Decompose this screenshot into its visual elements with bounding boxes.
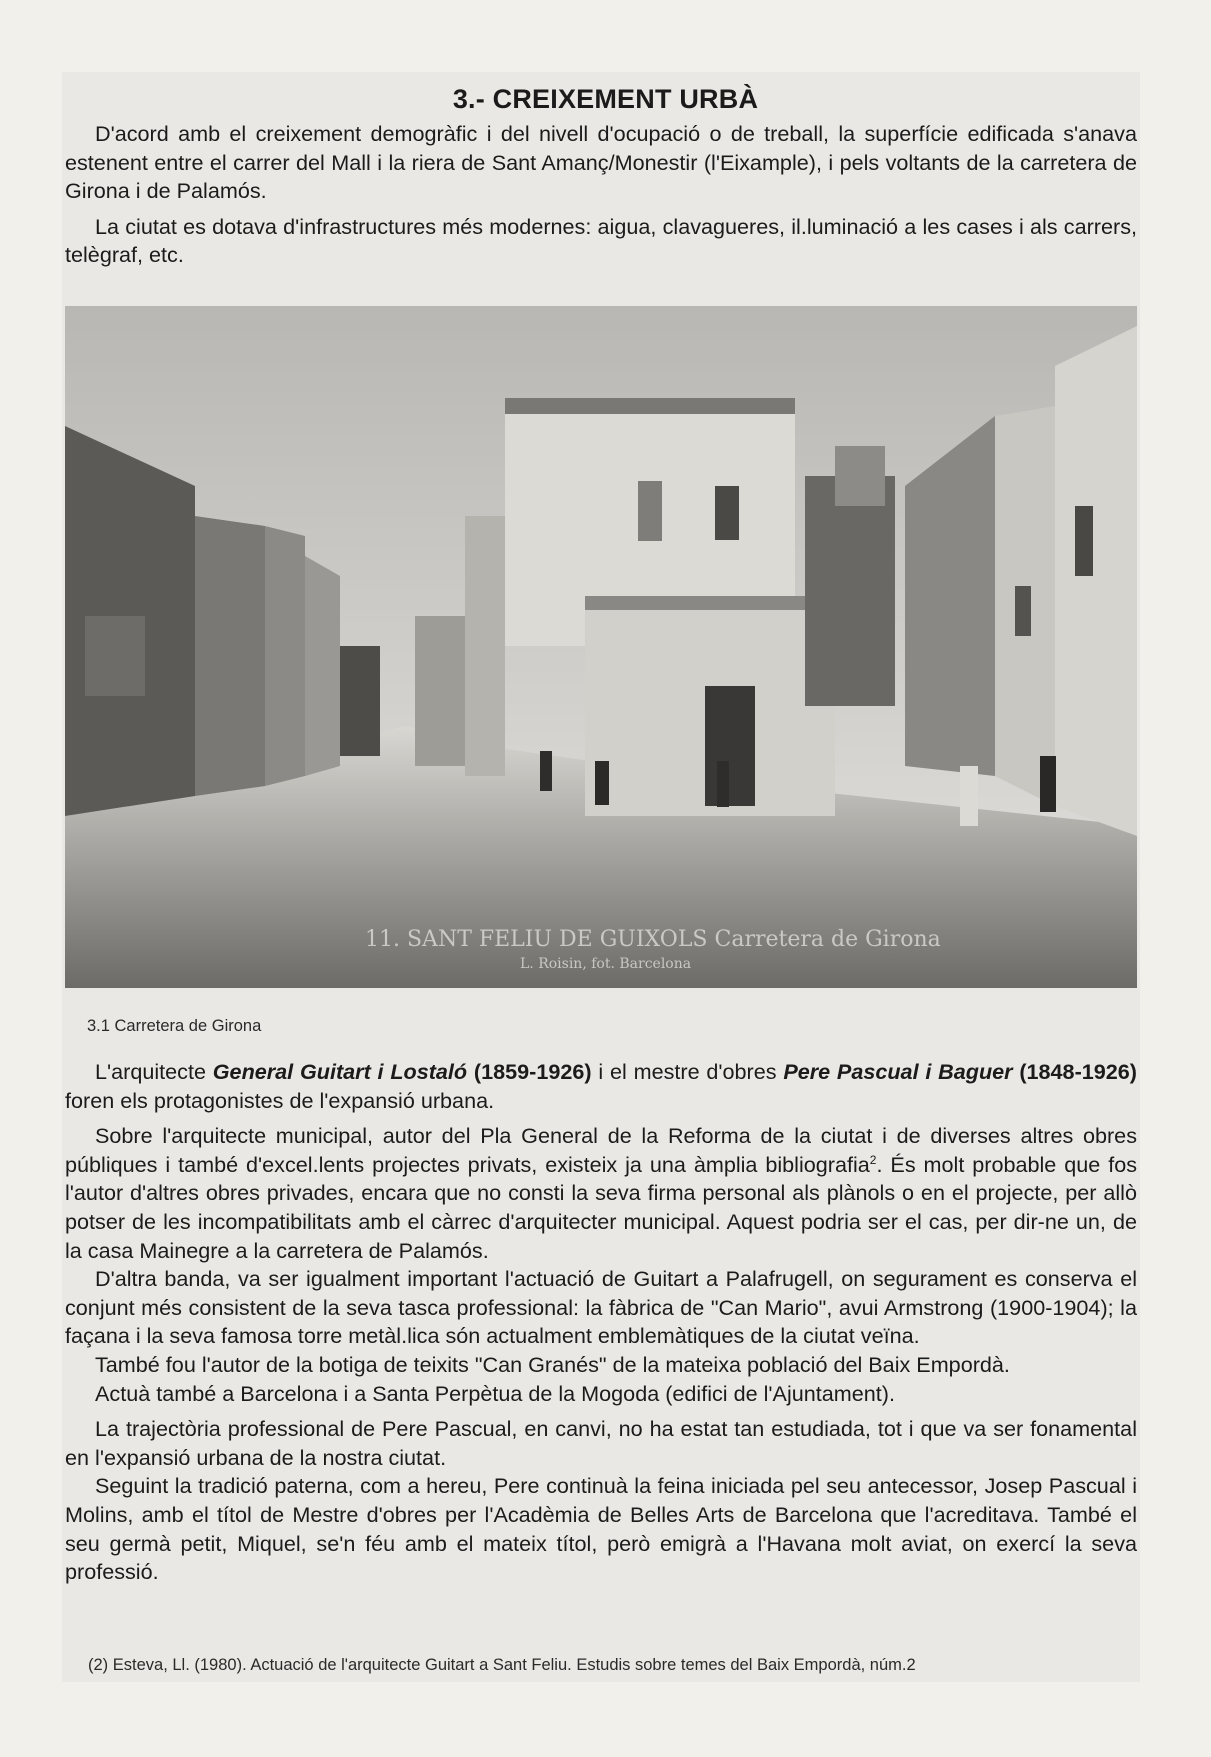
intro-paragraph: La ciutat es dotava d'infrastructures més modernes: aigua, clavagueres, il.luminació a les cases i als carrers, telègraf, etc. — [65, 213, 1137, 268]
body-paragraph: D'altra banda, va ser igualment important l'actuació de Guitart a Palafrugell, on segurament es conserva el conjunt més consistent de la seva tasca professional: la fàbrica de "Can Mario", avui Armstrong (1900-1904); la façana i la seva famosa torre metàl.lica són actualment emblemàtiques de la ciutat veïna. — [65, 1266, 1137, 1349]
intro-text — [65, 120, 1137, 270]
text-run: Sobre l'arquitecte municipal, autor del Pla General de la Reforma de la ciutat i de diverses altres obres públiques i també d'excel.lents projectes privats, existeix ja una àmplia bibliografia — [65, 1123, 1137, 1177]
intro-paragraph: D'acord amb el creixement demogràfic i del nivell d'ocupació o de treball, la superfície edificada s'anava estenent entre el carrer del Mall i la riera de Sant Amanç/Monestir (l'Eixample), i pels voltants de la carretera de Girona i de Palamós. — [65, 121, 1137, 204]
body-paragraph: La trajectòria professional de Pere Pascual, en canvi, no ha estat tan estudiada, tot i que va ser fonamental en l'expansió urbana de la nostra ciutat. — [65, 1416, 1137, 1470]
body-paragraph: També fou l'autor de la botiga de teixits "Can Granés" de la mateixa població del Baix Empordà. — [95, 1351, 1010, 1377]
person-dates: (1848-1926) — [1012, 1059, 1137, 1084]
photo-credit: L. Roisin, fot. Barcelona — [520, 956, 692, 972]
text-run: . És molt probable que fos l'autor d'altres obres privades, encara que no consti la seva firma personal als plànols o en el projecte, per allò potser de les incompatibilitats amb el càrrec d'arquitecter municipal. Aquest podria ser el cas, per dir-ne un, de la casa Mainegre a la carretera de Palamós. — [65, 1151, 1137, 1263]
footnote-ref: 2 — [869, 1152, 877, 1167]
body-paragraph — [65, 1122, 1137, 1265]
text-run: L'arquitecte — [95, 1059, 213, 1084]
photo-caption: 3.1 Carretera de Girona — [87, 1017, 262, 1035]
text-run: i el mestre d'obres — [591, 1059, 784, 1084]
historic-street-photo — [65, 306, 1137, 988]
body-paragraph — [65, 1058, 1137, 1115]
body-paragraph: Seguint la tradició paterna, com a hereu, Pere continuà la feina iniciada pel seu antecessor, Josep Pascual i Molins, amb el títol de Mestre d'obres per l'Acadèmia de Belles Arts de Barcelona que l'acreditava. També el seu germà petit, Miquel, se'n féu amb el mateix títol, però emigrà a l'Havana molt aviat, on exercí la seva professió. — [65, 1473, 1137, 1585]
person-name: General Guitart i Lostaló — [212, 1059, 468, 1084]
person-name: Pere Pascual i Baguer — [783, 1059, 1013, 1084]
body-text — [65, 1058, 1137, 1587]
person-dates: (1859-1926) — [467, 1059, 592, 1084]
footnote: (2) Esteva, Ll. (1980). Actuació de l'arquitecte Guitart a Sant Feliu. Estudis sobre temes del Baix Empordà, núm.2 — [88, 1656, 916, 1674]
photo-inscription: 11. SANT FELIU DE GUIXOLS Carretera de Girona — [365, 927, 941, 952]
page-title: 3.- CREIXEMENT URBÀ — [452, 84, 759, 114]
text-run: foren els protagonistes de l'expansió urbana. — [65, 1087, 495, 1113]
body-paragraph: Actuà també a Barcelona i a Santa Perpètua de la Mogoda (edifici de l'Ajuntament). — [95, 1380, 895, 1406]
